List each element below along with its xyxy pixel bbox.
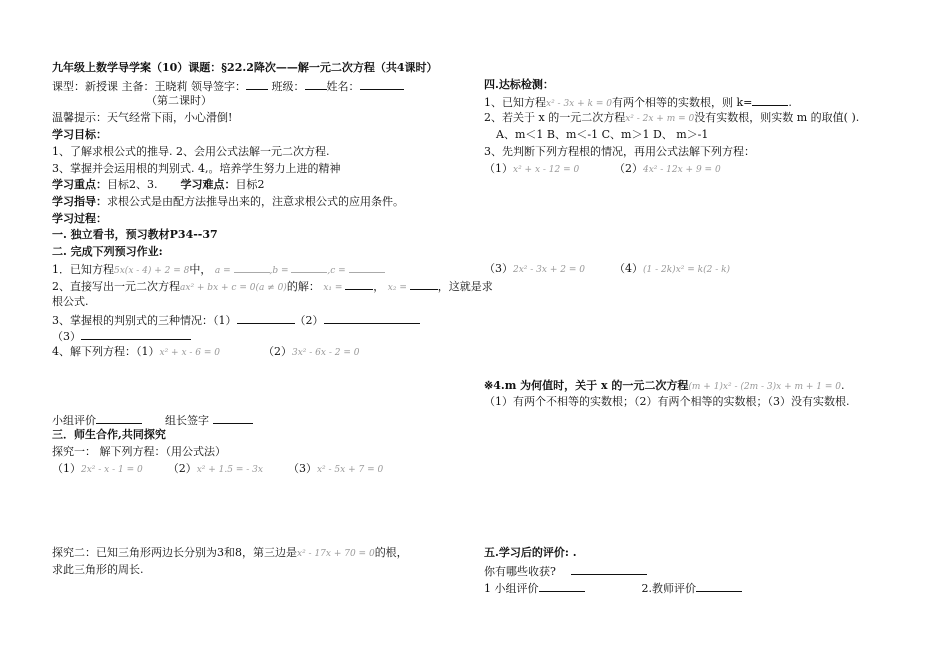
case-3-blank[interactable] [81, 328, 191, 340]
a-blank[interactable] [234, 262, 270, 273]
group-sign-blank[interactable] [213, 412, 253, 424]
test-2-options: A、m＜1 B、m＜-1 C、m＞1 D、 m＞-1 [496, 128, 709, 141]
teacher-eval-blank[interactable] [696, 580, 742, 592]
case-2-blank[interactable] [324, 312, 420, 324]
equation: 5x(x - 4) + 2 = 8 [114, 266, 190, 276]
process-heading: 学习过程： [52, 212, 107, 225]
test-4-cases: （1）有两个不相等的实数根；（2）有两个相等的实数根；（3）没有实数根. [484, 395, 850, 408]
goal-1: 1、了解求根公式的推导. 2、会用公式法解一元二次方程. [52, 145, 330, 158]
explore-2: 探究二：已知三角形两边长分别为3和8，第三边是x² - 17x + 70 = 0的根， [52, 546, 408, 559]
test-1: 1、已知方程x² - 3x + k = 0有两个相等的实数根，则 k= . [484, 96, 792, 109]
test-3-row-2: （3）2x² - 3x + 2 = 0 [484, 262, 585, 275]
question-3: 3、掌握根的判别式的三种情况：（1） （2） [52, 312, 420, 328]
name-blank[interactable] [360, 78, 404, 90]
question-3-cont: （3） [52, 328, 191, 344]
section-3-heading: 三．师生合作,共同探究 [52, 428, 166, 441]
c-blank[interactable] [349, 262, 385, 273]
equation: ax² + bx + c = 0(a ≠ 0) [180, 283, 287, 293]
explore-2-cont: 求此三角形的周长. [52, 563, 144, 576]
key-difficulty-line: 学习重点：目标2、3. 学习难点：目标2 [52, 178, 265, 191]
x1-blank[interactable] [345, 278, 373, 290]
question-4: 4、解下列方程：（1）x² + x - 6 = 0 （2）3x² - 6x - 2 = 0 [52, 345, 360, 358]
class-blank[interactable] [305, 78, 327, 90]
question-2-cont: 根公式. [52, 295, 89, 308]
b-blank[interactable] [291, 262, 327, 273]
final-eval-line: 1 小组评价 2.教师评价 [484, 580, 742, 596]
step-2: 二. 完成下列预习作业: [52, 245, 163, 258]
test-2: 2、若关于 x 的一元二次方程x² - 2x + m = 0没有实数根，则实数 m 的取值( ). [484, 111, 860, 124]
test-3-row-1: （1）x² + x - 12 = 0 [484, 162, 580, 175]
test-4: ※4.m 为何值时，关于 x 的一元二次方程(m + 1)x² - (2m - 3)x + m + 1 = 0. [484, 379, 845, 392]
tip: 温馨提示：天气经常下雨，小心滑倒! [52, 111, 233, 124]
step-1: 一. 独立看书，预习教材P34--37 [52, 228, 218, 241]
leader-sign-blank[interactable] [246, 78, 268, 90]
worksheet-title: 九年级上数学导学案（10）课题：§22.2降次——解一元二次方程（共4课时） [52, 61, 438, 74]
question-1: 1．已知方程5x(x - 4) + 2 = 8中， a = ,b = ,c = [52, 262, 385, 278]
test-3: 3、先判断下列方程根的情况，再用公式法解下列方程： [484, 145, 755, 158]
group-eval-blank[interactable] [96, 412, 142, 424]
explore-1: 探究一： 解下列方程：（用公式法） [52, 445, 226, 458]
section-4-heading: 四.达标检测： [484, 78, 554, 91]
goals-heading: 学习目标： [52, 128, 107, 141]
section-5-heading: 五.学习后的评价: . [484, 546, 577, 559]
period: （第二课时） [146, 94, 212, 107]
group-eval-final-blank[interactable] [539, 580, 585, 592]
gain-line: 你有哪些收获? [484, 563, 647, 579]
explore-1-equations: （1）2x² - x - 1 = 0 （2）x² + 1.5 = - 3x （3）x² - 5x + 7 = 0 [52, 462, 384, 475]
k-blank[interactable] [752, 94, 788, 106]
test-3-item-4: （4）(1 - 2k)x² = k(2 - k) [614, 262, 731, 275]
test-3-item-2: （2）4x² - 12x + 9 = 0 [614, 162, 721, 175]
meta-line: 课型：新授课 主备：王晓莉 领导签字： 班级： 姓名： [52, 78, 404, 94]
guide-line: 学习指导：求根公式是由配方法推导出来的，注意求根公式的应用条件。 [52, 195, 404, 208]
question-2: 2、直接写出一元二次方程ax² + bx + c = 0(a ≠ 0)的解： x₁ = ， x₂ = ，这就是求 [52, 280, 493, 293]
goal-2: 3、掌握并会运用根的判别式. 4,。培养学生努力上进的精神 [52, 162, 341, 175]
x2-blank[interactable] [410, 278, 438, 290]
group-eval-line: 小组评价 组长签字 [52, 412, 253, 428]
gain-blank[interactable] [571, 563, 647, 575]
case-1-blank[interactable] [237, 312, 295, 324]
